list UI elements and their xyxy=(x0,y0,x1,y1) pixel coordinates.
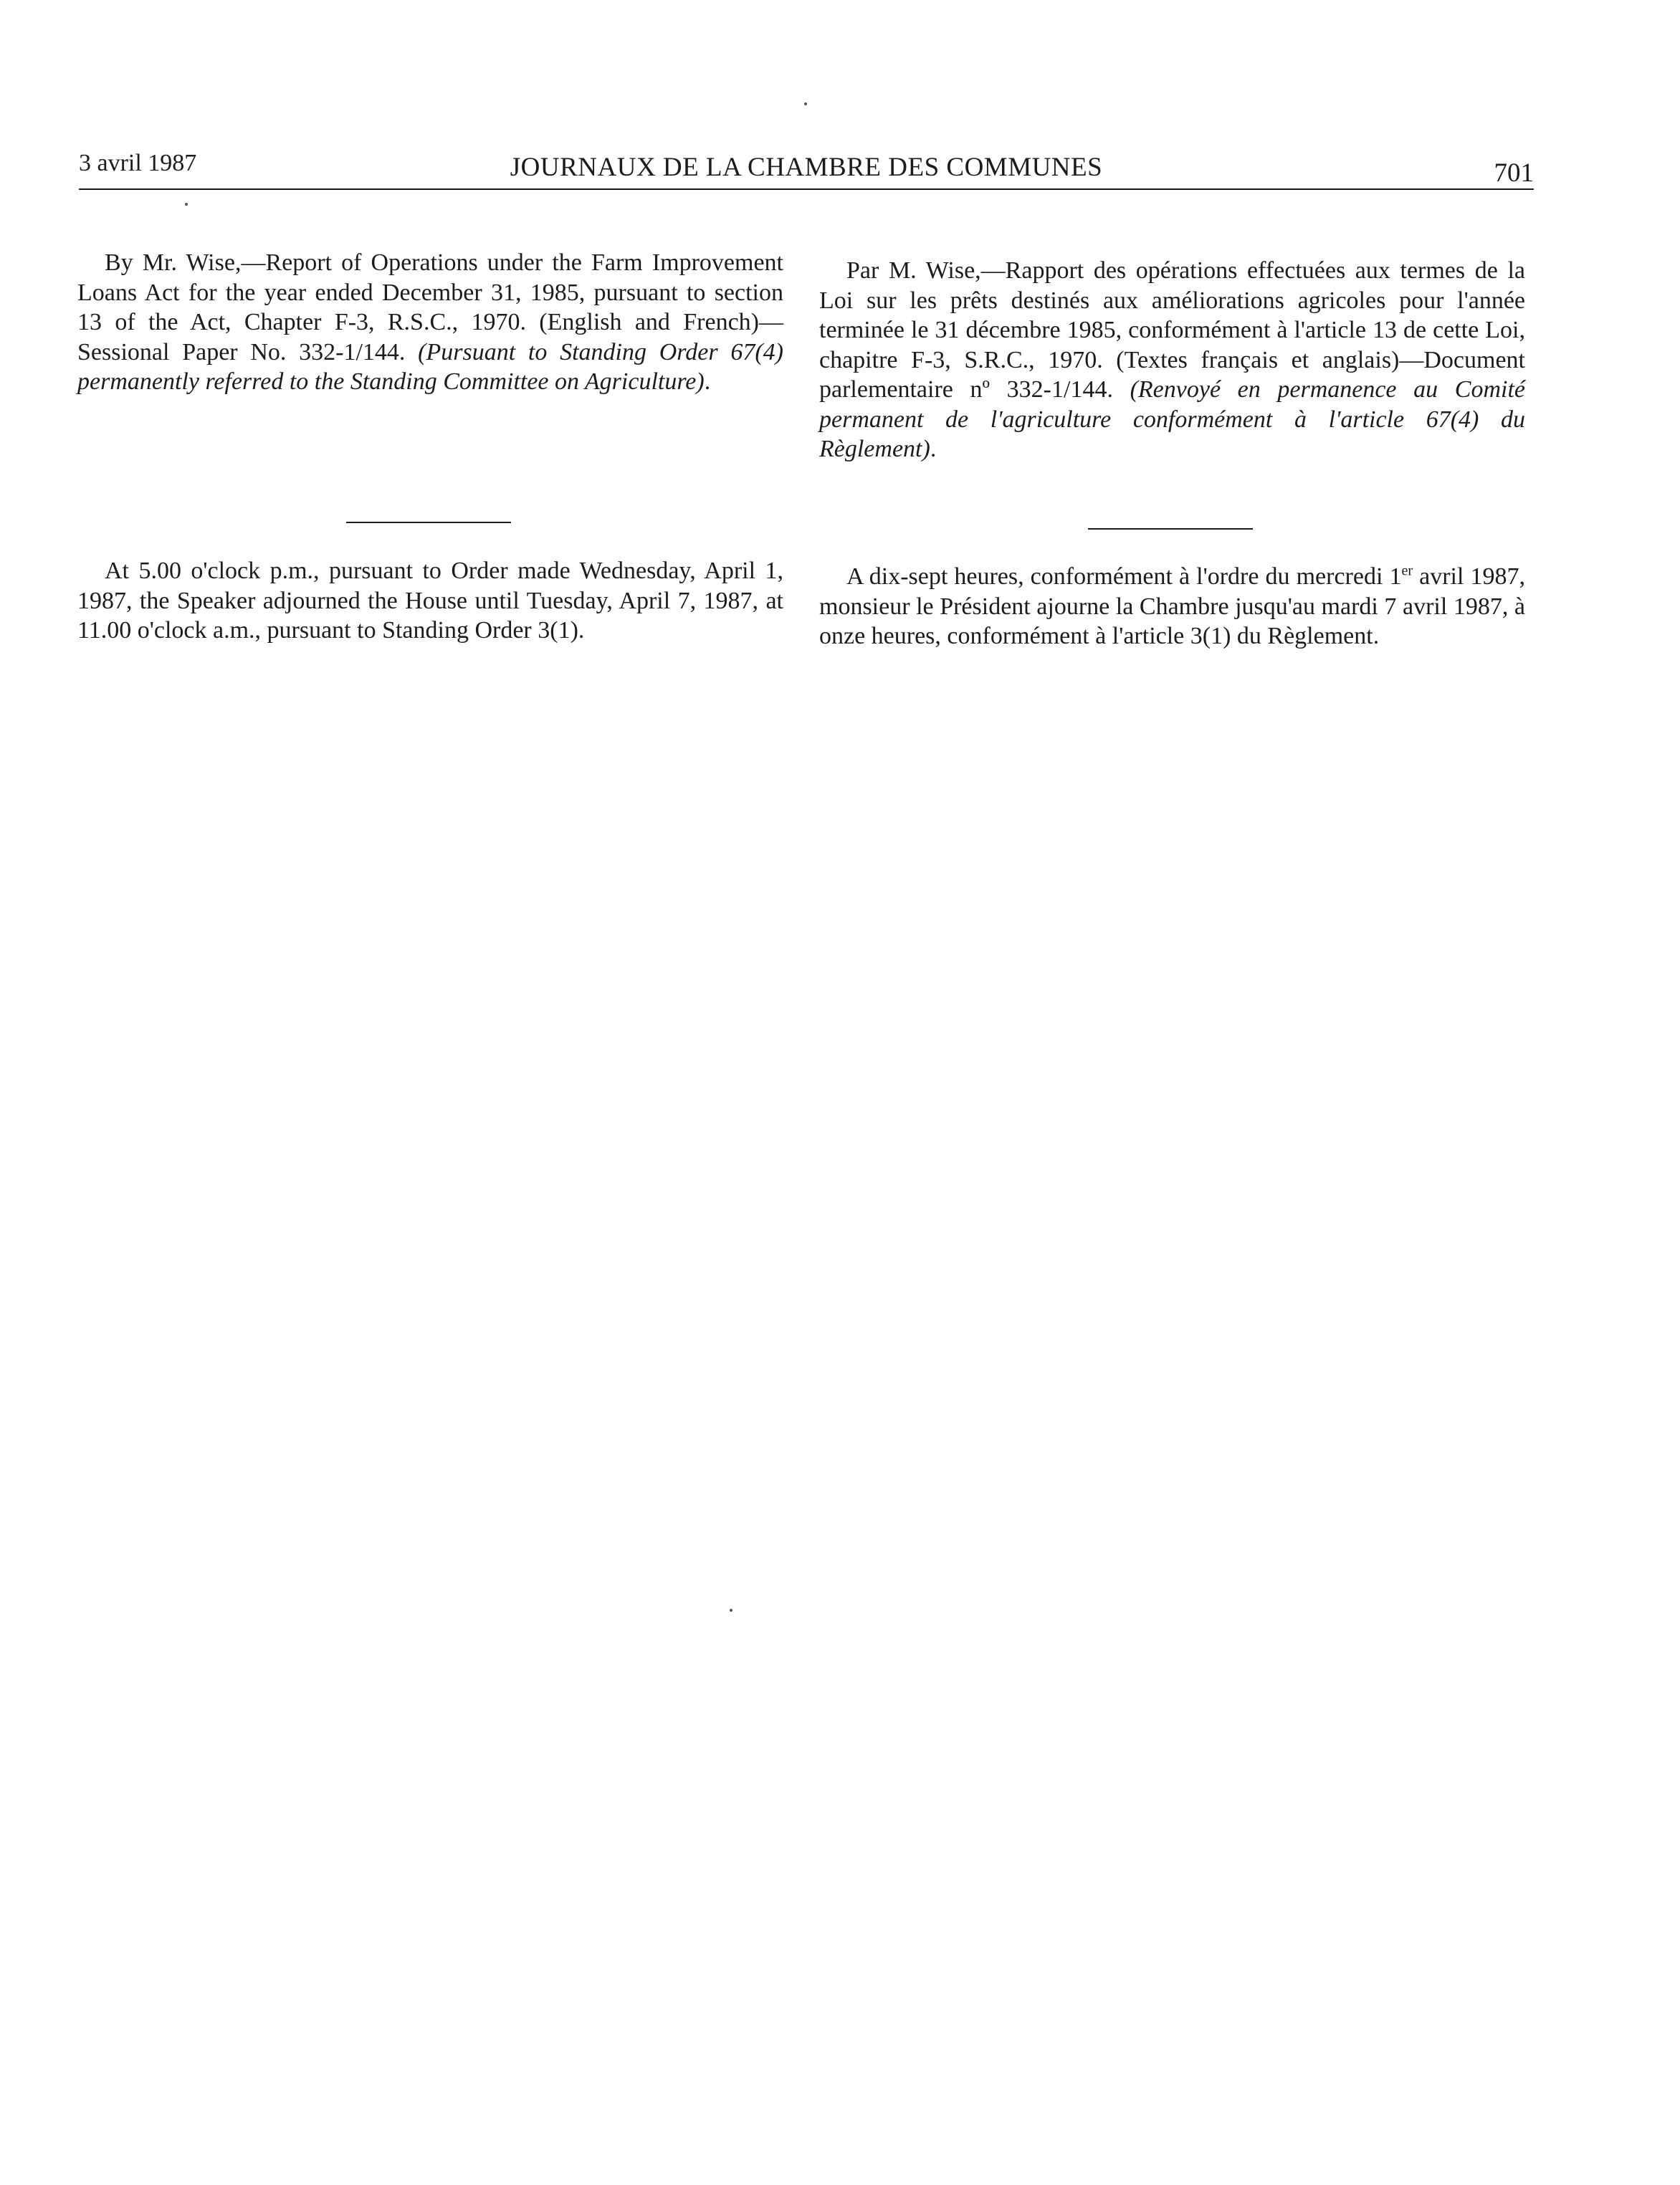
english-report-paragraph xyxy=(77,248,783,397)
french-report-referral: (Renvoyé en permanence au Comité permanent de l'agriculture conformément à l'article 67(4) du Règlement) xyxy=(819,376,1525,462)
scan-speck xyxy=(804,102,807,105)
french-ordinal-superscript: er xyxy=(1401,563,1413,579)
header-rule xyxy=(79,188,1534,190)
page-header xyxy=(79,143,1534,186)
scan-speck xyxy=(185,203,188,206)
header-date: 3 avril 1987 xyxy=(79,150,197,176)
scan-speck xyxy=(730,1609,732,1612)
french-adjournment-text-start: A dix-sept heures, conformément à l'ordre du mercredi 1 xyxy=(846,563,1402,590)
english-report-end: . xyxy=(704,368,711,395)
french-report-text: Par M. Wise,—Rapport des opérations effectuées aux termes de la Loi sur les prêts destinés aux améliorations agricoles pour l'année terminée le 31 décembre 1985, conformément à l'article 13 de cette Loi, chapitre F-3, S.R.C., 1970. (Textes français et anglais)—Document parlementaire nº 332-1/144. xyxy=(819,257,1525,403)
french-adjournment-text-end: avril 1987, monsieur le Président ajourne la Chambre jusqu'au mardi 7 avril 1987, à onze heures, conformément à l'article 3(1) du Règlement. xyxy=(819,563,1525,649)
journal-title: JOURNAUX DE LA CHAMBRE DES COMMUNES xyxy=(510,153,1103,182)
french-separator-rule xyxy=(1088,528,1253,530)
english-adjournment-entry xyxy=(77,556,783,646)
english-report-referral: (Pursuant to Standing Order 67(4) permanently referred to the Standing Committee on Agriculture) xyxy=(77,338,783,395)
english-separator-rule xyxy=(346,522,511,523)
page-number: 701 xyxy=(1494,158,1534,188)
english-adjournment-paragraph: At 5.00 o'clock p.m., pursuant to Order made Wednesday, April 1, 1987, the Speaker adjourned the House until Tuesday, April 7, 1987, at 11.00 o'clock a.m., pursuant to Standing Order 3(1). xyxy=(77,558,783,644)
french-adjournment-entry xyxy=(819,562,1525,651)
french-report-end: . xyxy=(930,436,937,462)
french-report-entry xyxy=(819,256,1525,464)
english-report-text: By Mr. Wise,—Report of Operations under the Farm Improvement Loans Act for the year ended December 31, 1985, pursuant to section 13 of the Act, Chapter F-3, R.S.C., 1970. (English and French)—Sessional Paper No. 332-1/144. xyxy=(77,249,783,365)
french-adjournment-paragraph xyxy=(819,562,1525,651)
english-report-entry xyxy=(77,248,783,397)
french-report-paragraph xyxy=(819,256,1525,464)
